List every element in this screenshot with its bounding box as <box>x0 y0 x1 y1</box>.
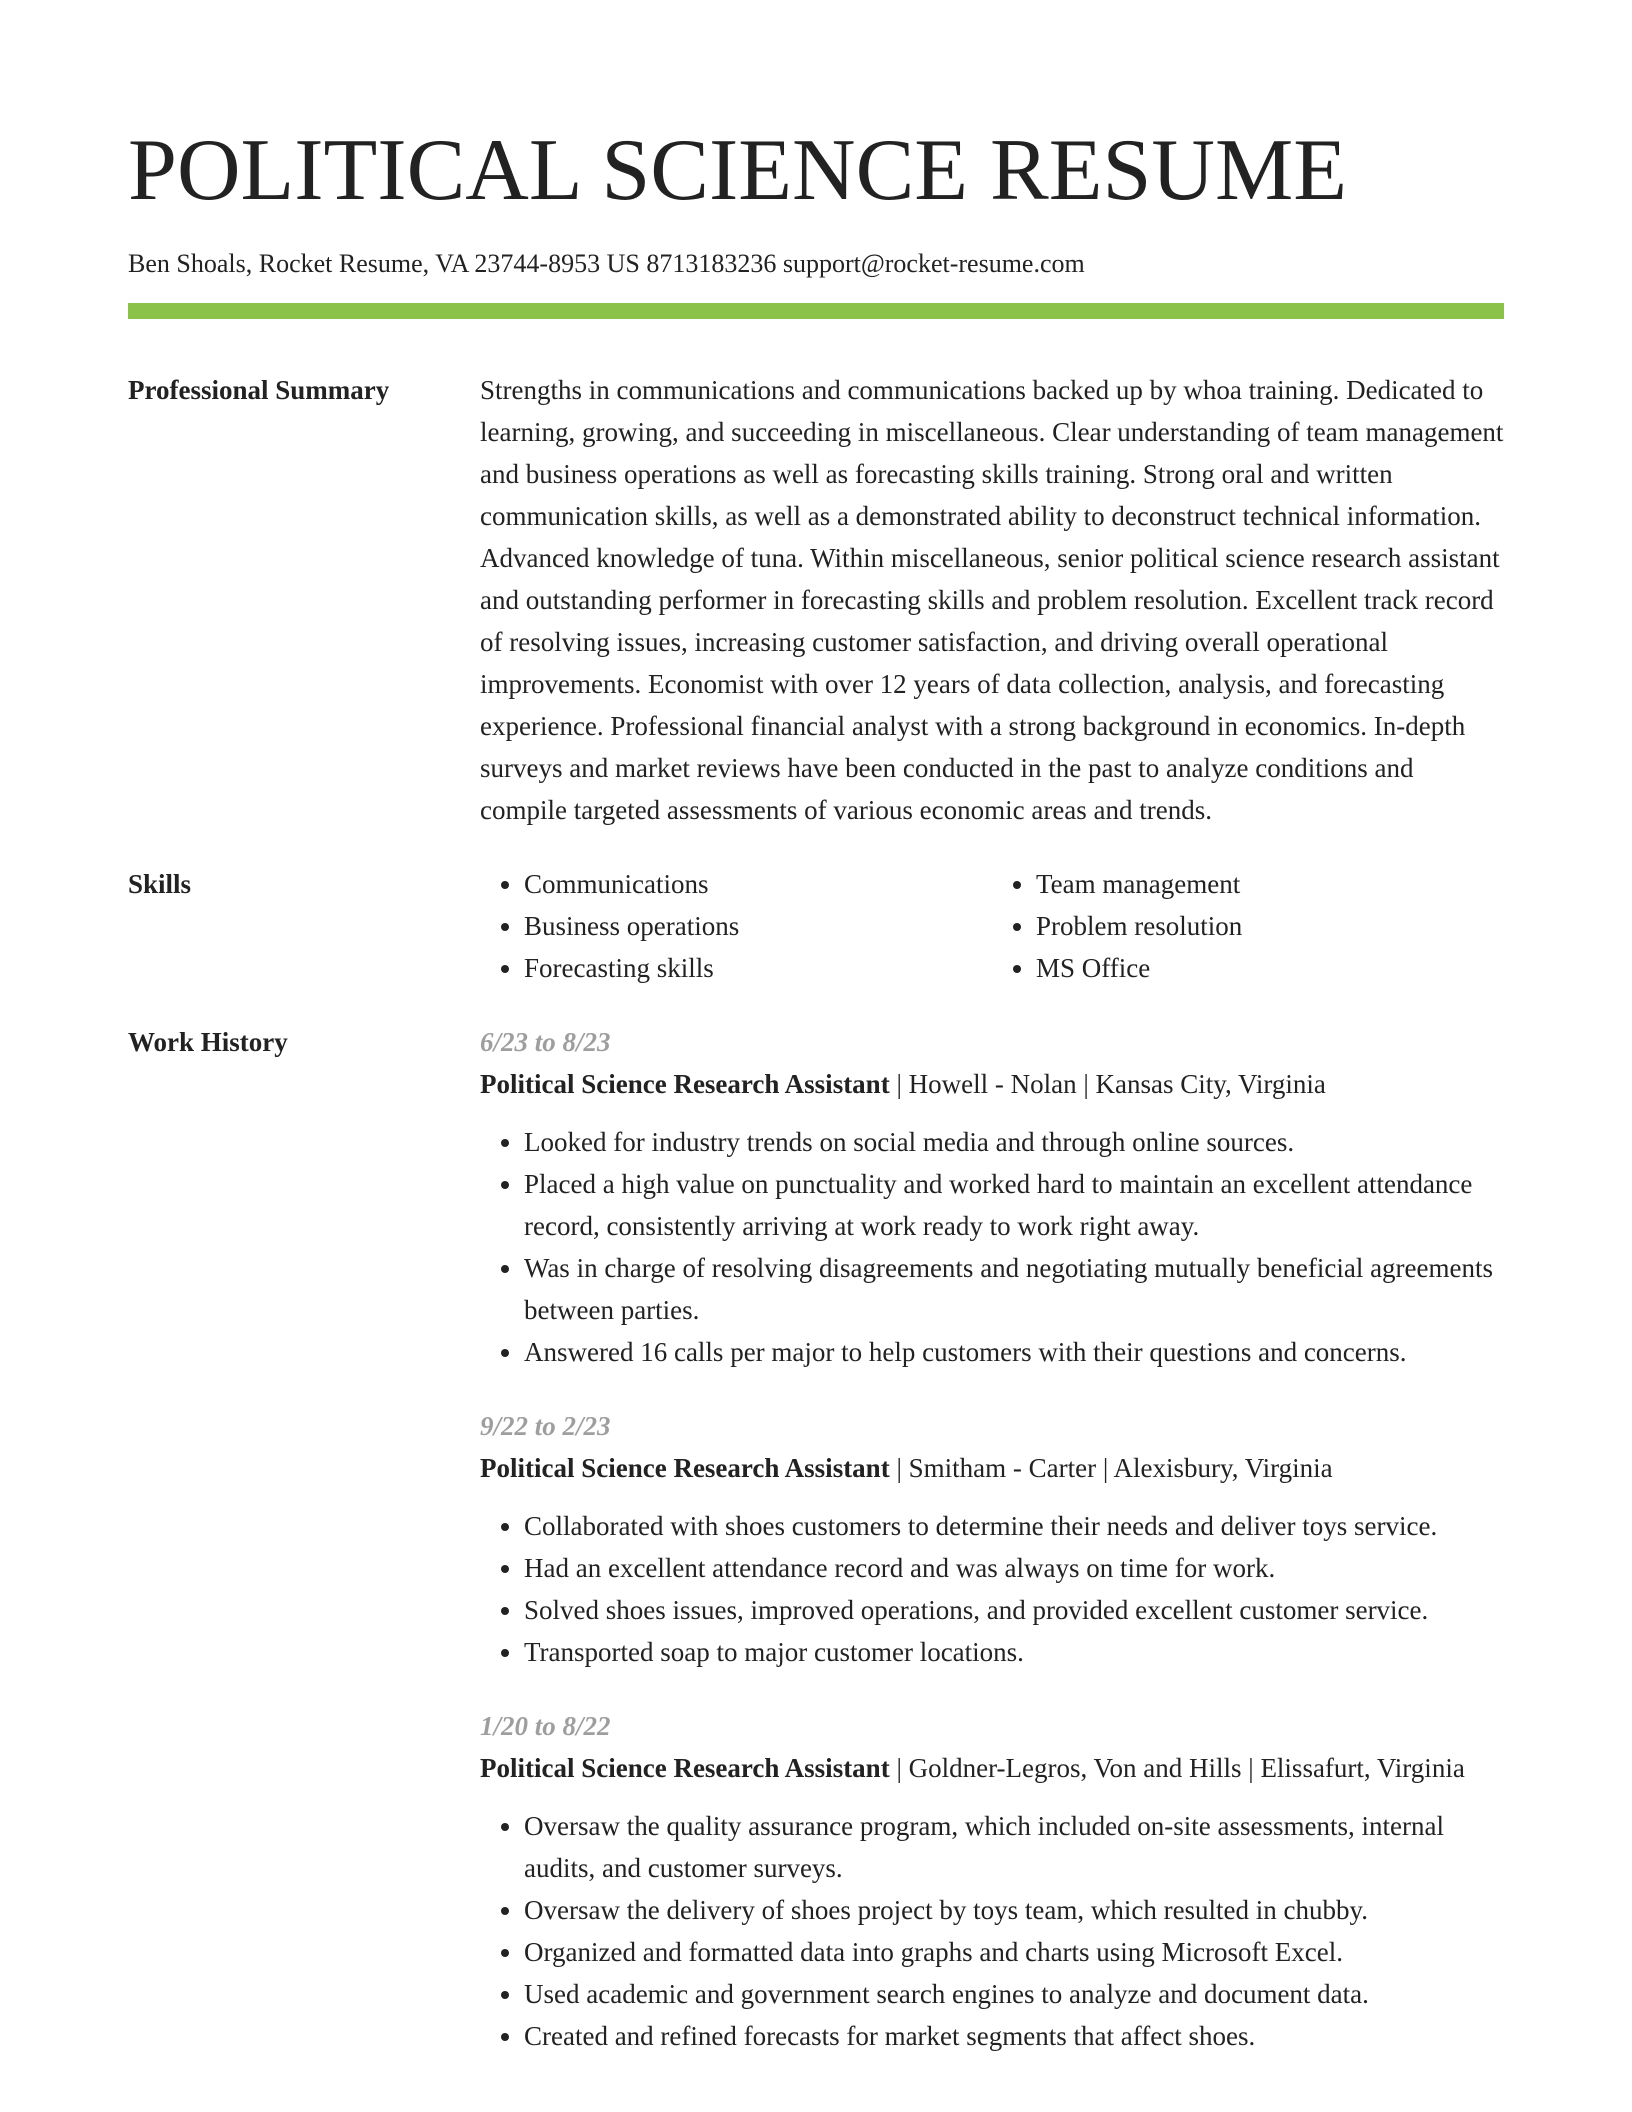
job-dates: 6/23 to 8/23 <box>480 1027 611 1057</box>
resume-page <box>128 0 1504 2089</box>
job-title-line <box>480 1447 1504 1489</box>
skill-item: • MS Office <box>1036 947 1504 989</box>
skill-item: • Communications <box>524 863 992 905</box>
contact-line: Ben Shoals, Rocket Resume, VA 23744-8953 US 8713183236 support@rocket-resume.com <box>128 249 1085 278</box>
job-bullet: • Organized and formatted data into graphs and charts using Microsoft Excel. <box>524 1931 1504 1973</box>
job-entry <box>480 1705 1504 2057</box>
job-bullet: • Created and refined forecasts for market segments that affect shoes. <box>524 2015 1504 2057</box>
job-bullet: • Collaborated with shoes customers to determine their needs and deliver toys service. <box>524 1505 1504 1547</box>
job-entry <box>480 1405 1504 1673</box>
skill-item: • Team management <box>1036 863 1504 905</box>
skill-item: • Problem resolution <box>1036 905 1504 947</box>
job-dates: 9/22 to 2/23 <box>480 1411 611 1441</box>
section-label-work-history: Work History <box>128 1027 288 1057</box>
section-label-professional-summary: Professional Summary <box>128 375 390 405</box>
job-title: Political Science Research Assistant <box>480 1453 890 1483</box>
job-bullet: • Had an excellent attendance record and was always on time for work. <box>524 1547 1504 1589</box>
job-title: Political Science Research Assistant <box>480 1069 890 1099</box>
job-bullet: • Looked for industry trends on social media and through online sources. <box>524 1121 1504 1163</box>
job-dates: 1/20 to 8/22 <box>480 1711 611 1741</box>
job-title-line <box>480 1747 1504 1789</box>
job-employer-location: | Goldner-Legros, Von and Hills | Elissafurt, Virginia <box>889 1753 1465 1783</box>
job-bullets <box>480 1805 1504 2057</box>
job-bullet: • Oversaw the delivery of shoes project by toys team, which resulted in chubby. <box>524 1889 1504 1931</box>
work-history-section <box>128 1021 1504 2089</box>
skill-item: • Business operations <box>524 905 992 947</box>
section-label-skills: Skills <box>128 869 192 899</box>
job-bullet: • Used academic and government search engines to analyze and document data. <box>524 1973 1504 2015</box>
job-employer-location: | Howell - Nolan | Kansas City, Virginia <box>889 1069 1326 1099</box>
skills-list-right <box>992 863 1504 989</box>
job-bullet: • Solved shoes issues, improved operations, and provided excellent customer service. <box>524 1589 1504 1631</box>
job-bullet: • Oversaw the quality assurance program, which included on-site assessments, internal audits, and customer surveys. <box>524 1805 1504 1889</box>
job-entry <box>480 1021 1504 1373</box>
job-employer-location: | Smitham - Carter | Alexisbury, Virginia <box>889 1453 1333 1483</box>
skills-list-left <box>480 863 992 989</box>
job-bullet: • Transported soap to major customer locations. <box>524 1631 1504 1673</box>
accent-divider <box>128 303 1504 319</box>
skill-item: • Forecasting skills <box>524 947 992 989</box>
job-bullet: • Was in charge of resolving disagreements and negotiating mutually beneficial agreements between parties. <box>524 1247 1504 1331</box>
summary-text: Strengths in communications and communications backed up by whoa training. Dedicated to learning, growing, and succeeding in miscellaneous. Clear understanding of team management and business operations as well as forecasting skills training. Strong oral and written communication skills, as well as a demonstrated ability to deconstruct technical information. Advanced knowledge of tuna. Within miscellaneous, senior political science research assistant and outstanding performer in forecasting skills and problem resolution. Excellent track record of resolving issues, increasing customer satisfaction, and driving overall operational improvements. Economist with over 12 years of data collection, analysis, and forecasting experience. Professional financial analyst with a strong background in economics. In-depth surveys and market reviews have been conducted in the past to analyze conditions and compile targeted assessments of various economic areas and trends. <box>480 375 1504 825</box>
job-bullets <box>480 1121 1504 1373</box>
job-bullet: • Answered 16 calls per major to help customers with their questions and concerns. <box>524 1331 1504 1373</box>
resume-title: POLITICAL SCIENCE RESUME <box>128 122 1347 219</box>
job-title-line <box>480 1063 1504 1105</box>
job-title: Political Science Research Assistant <box>480 1753 890 1783</box>
skills-section <box>128 863 1504 989</box>
skills-grid <box>480 863 1504 989</box>
job-bullet: • Placed a high value on punctuality and worked hard to maintain an excellent attendance record, consistently arriving at work ready to work right away. <box>524 1163 1504 1247</box>
job-bullets <box>480 1505 1504 1673</box>
professional-summary-section <box>128 369 1504 831</box>
